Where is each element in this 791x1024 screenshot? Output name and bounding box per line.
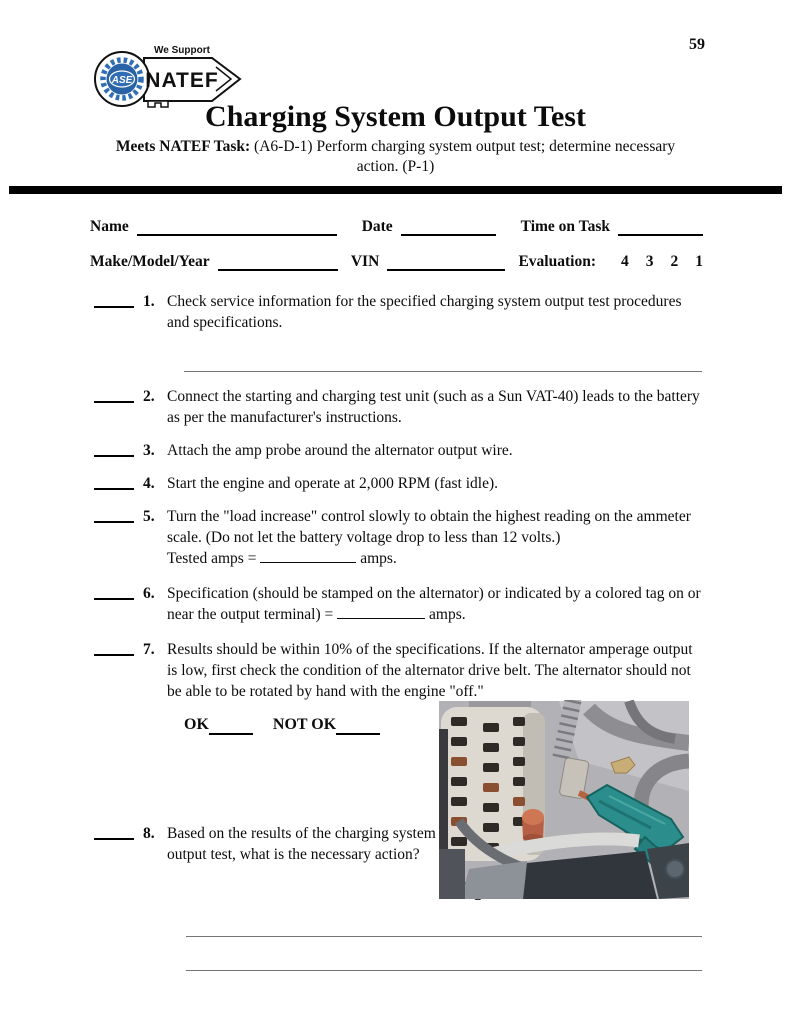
step-8-answer-line-2 [186, 970, 702, 971]
orange-cap-icon [522, 809, 544, 842]
divider-rule [9, 186, 782, 194]
logo-we-support: We Support [154, 45, 210, 56]
page-title: Charging System Output Test [205, 100, 586, 133]
key-teeth-icon [148, 101, 168, 107]
make-model-year-label: Make/Model/Year [90, 253, 210, 270]
step-1-answer-line [184, 371, 702, 372]
natef-logo [92, 38, 246, 112]
step-2-text: Connect the starting and charging test unit (such as a Sun VAT-40) leads to the battery as per the manufacturer's instructions. [167, 388, 700, 426]
battery-terminal-icon [666, 860, 684, 878]
bottom-region [94, 714, 703, 914]
eval-score-2: 2 [670, 253, 679, 270]
step-3-text: Attach the amp probe around the alternator output wire. [167, 442, 513, 459]
step-6-checkoff-blank [94, 583, 134, 600]
student-info-form [90, 218, 703, 271]
engine-photo [439, 700, 689, 900]
step-6-text-block [167, 583, 703, 625]
eval-score-3: 3 [645, 253, 654, 270]
step-5-text: Turn the "load increase" control slowly to obtain the highest reading on the ammeter scale. (Do not let the battery voltage drop to less than 12 volts.) [167, 508, 691, 546]
evaluation-scores [604, 253, 703, 271]
step-1 [94, 291, 703, 333]
step-1-text: Check service information for the specified charging system output test procedures and specifications. [167, 293, 682, 331]
step-4-checkoff-blank [94, 473, 134, 490]
step-5-text-block [167, 506, 703, 569]
step-5 [94, 506, 703, 569]
step-3-number: 3. [143, 442, 155, 459]
date-field [401, 220, 496, 236]
step-7-text: Results should be within 10% of the specifications. If the alternator amperage output is low, first check the condition of the alternator drive belt. The alternator should not be able to be rotated by hand with the engine "off." [167, 641, 693, 700]
step-8-text: Based on the results of the charging system output test, what is the necessary action? [167, 825, 436, 863]
tested-amps-line [167, 548, 703, 569]
step-4 [94, 473, 703, 494]
step-8-checkoff-blank [94, 823, 134, 840]
task-label: Meets NATEF Task: [115, 138, 251, 155]
time-on-task-field [618, 220, 703, 236]
evaluation-label: Evaluation: [518, 253, 596, 270]
vin-field [387, 255, 505, 271]
step-8-answer-line-1 [186, 936, 702, 937]
step-5-checkoff-blank [94, 506, 134, 523]
logo-natef-label: NATEF [145, 69, 219, 92]
step-7-number: 7. [143, 641, 155, 658]
step-1-number: 1. [143, 293, 155, 310]
step-4-text: Start the engine and operate at 2,000 RPM (fast idle). [167, 475, 499, 492]
make-model-year-field [218, 255, 338, 271]
ok-checkoff-blank [209, 719, 253, 735]
step-6-suffix: amps. [429, 606, 466, 623]
eval-score-1: 1 [695, 253, 703, 270]
form-row-2 [90, 253, 703, 271]
step-3-checkoff-blank [94, 440, 134, 457]
name-field [137, 220, 337, 236]
step-2-checkoff-blank [94, 386, 134, 403]
step-5-number: 5. [143, 508, 155, 525]
task-steps [94, 291, 703, 971]
shadow-area [439, 849, 465, 899]
not-ok-label: NOT OK [272, 716, 337, 733]
step-6-text: Specification (should be stamped on the alternator) or indicated by a colored tag on or near the output terminal) = [167, 585, 701, 623]
step-1-checkoff-blank [94, 291, 134, 308]
step-7 [94, 639, 703, 702]
step-6-number: 6. [143, 585, 155, 602]
tested-amps-suffix: amps. [360, 550, 397, 567]
natef-task-line [66, 137, 726, 177]
step-6 [94, 583, 703, 625]
step-8-number: 8. [143, 825, 155, 842]
tested-amps-field [260, 549, 356, 563]
task-text-line1: (A6-D-1) Perform charging system output test; determine necessary [254, 138, 676, 155]
date-label: Date [361, 218, 393, 235]
ok-label: OK [184, 716, 209, 733]
eval-score-4: 4 [620, 253, 629, 270]
logo-ase-label: ASE [111, 75, 133, 86]
step-4-number: 4. [143, 475, 155, 492]
step-7-checkoff-blank [94, 639, 134, 656]
form-row-1 [90, 218, 703, 236]
time-on-task-label: Time on Task [520, 218, 610, 235]
name-label: Name [90, 218, 129, 235]
not-ok-checkoff-blank [336, 719, 380, 735]
spec-amps-field [337, 605, 425, 619]
step-2-number: 2. [143, 388, 155, 405]
task-text-line2: action. (P-1) [356, 158, 435, 175]
page-number: 59 [689, 36, 705, 53]
vin-label: VIN [350, 253, 380, 270]
step-3 [94, 440, 703, 461]
tested-amps-label: Tested amps = [167, 550, 257, 567]
step-2 [94, 386, 703, 428]
